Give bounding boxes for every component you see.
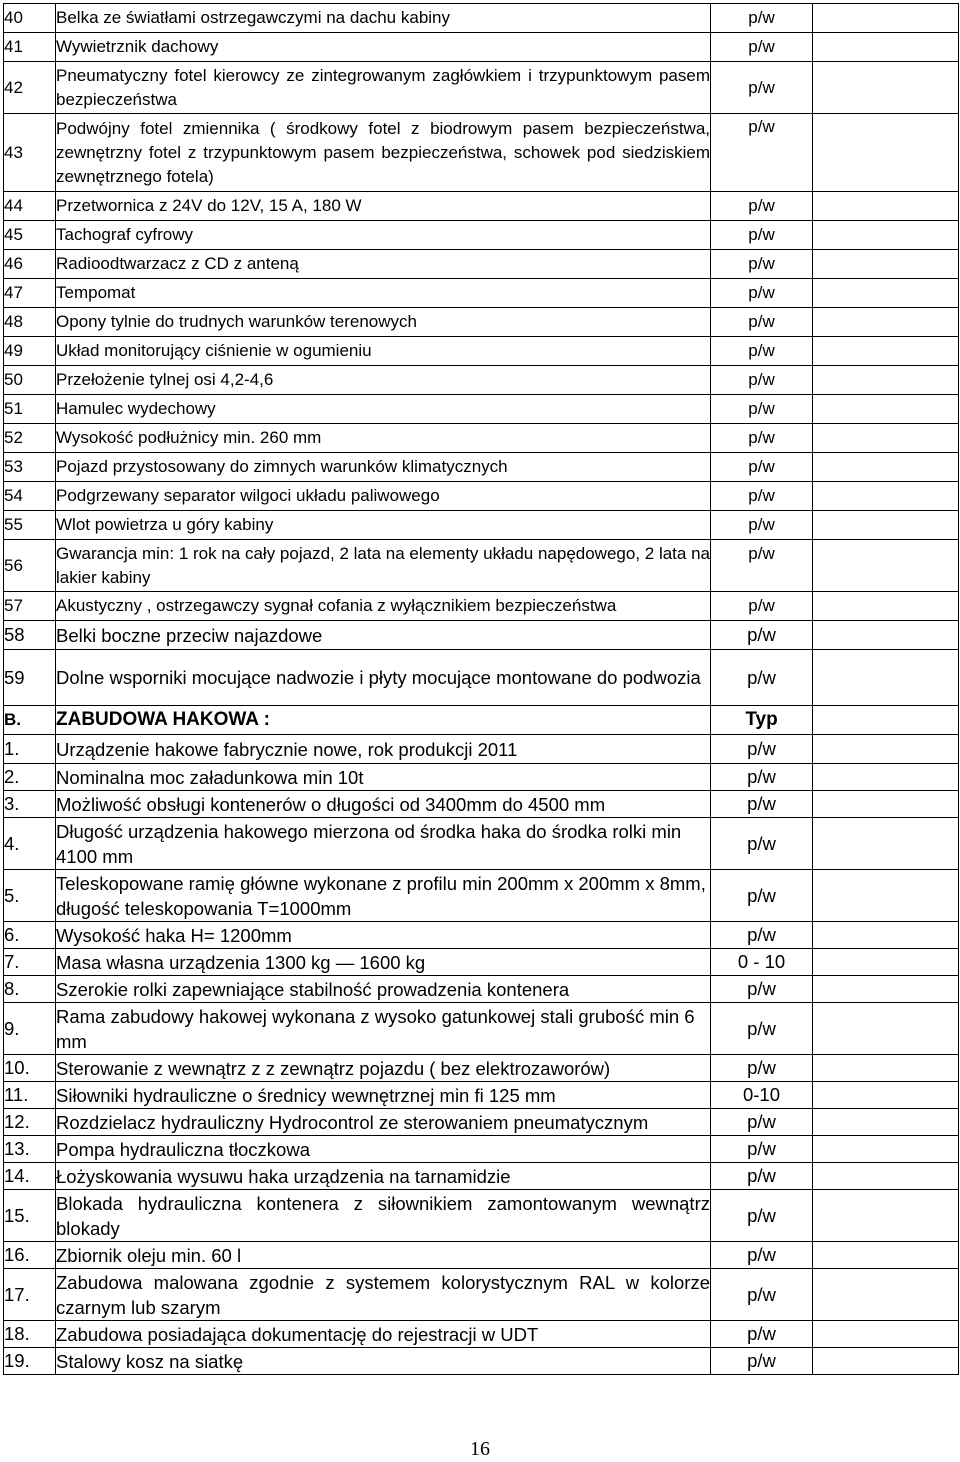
row-description: Przetwornica z 24V do 12V, 15 A, 180 W xyxy=(56,192,711,221)
row-description: Stalowy kosz na siatkę xyxy=(56,1348,711,1375)
section-number: B. xyxy=(4,706,56,735)
table-row xyxy=(4,735,959,764)
empty-cell xyxy=(813,1190,959,1242)
row-description: Blokada hydrauliczna kontenera z siłownikiem zamontowanym wewnątrz blokady xyxy=(56,1190,711,1242)
row-value: p/w xyxy=(711,764,813,791)
row-description: Hamulec wydechowy xyxy=(56,395,711,424)
row-value: p/w xyxy=(711,308,813,337)
empty-cell xyxy=(813,33,959,62)
row-value: p/w xyxy=(711,1163,813,1190)
table-row xyxy=(4,540,959,592)
empty-cell xyxy=(813,1269,959,1321)
row-value: p/w xyxy=(711,1321,813,1348)
row-value: p/w xyxy=(711,1242,813,1269)
row-description: Teleskopowane ramię główne wykonane z profilu min 200mm x 200mm x 8mm, długość teleskopowania T=1000mm xyxy=(56,870,711,922)
empty-cell xyxy=(813,949,959,976)
row-description: Możliwość obsługi kontenerów o długości od 3400mm do 4500 mm xyxy=(56,791,711,818)
row-number: 15. xyxy=(4,1190,56,1242)
table-row xyxy=(4,650,959,706)
empty-cell xyxy=(813,395,959,424)
section-header-row xyxy=(4,706,959,735)
row-value: p/w xyxy=(711,976,813,1003)
row-value: p/w xyxy=(711,395,813,424)
row-description: Tempomat xyxy=(56,279,711,308)
row-description: Dolne wsporniki mocujące nadwozie i płyty mocujące montowane do podwozia xyxy=(56,650,711,706)
table-row xyxy=(4,62,959,114)
table-row xyxy=(4,818,959,870)
row-value: p/w xyxy=(711,1003,813,1055)
row-number: 48 xyxy=(4,308,56,337)
row-description: Wysokość podłużnicy min. 260 mm xyxy=(56,424,711,453)
row-description: Podwójny fotel zmiennika ( środkowy fotel z biodrowym pasem bezpieczeństwa, zewnętrzny fotel z trzypunktowym pasem bezpieczeństwa, schowek pod siedziskiem zewnętrznego fotela) xyxy=(56,114,711,192)
empty-cell xyxy=(813,1136,959,1163)
page-number: 16 xyxy=(470,1438,490,1460)
row-number: 45 xyxy=(4,221,56,250)
table-row xyxy=(4,621,959,650)
empty-cell xyxy=(813,650,959,706)
table-row xyxy=(4,949,959,976)
table-row xyxy=(4,221,959,250)
empty-cell xyxy=(813,279,959,308)
table-row xyxy=(4,114,959,192)
row-number: 41 xyxy=(4,33,56,62)
empty-cell xyxy=(813,62,959,114)
row-value: p/w xyxy=(711,279,813,308)
row-value: p/w xyxy=(711,192,813,221)
empty-cell xyxy=(813,764,959,791)
table-row xyxy=(4,870,959,922)
row-description: Zabudowa malowana zgodnie z systemem kolorystycznym RAL w kolorze czarnym lub szarym xyxy=(56,1269,711,1321)
table-row xyxy=(4,482,959,511)
row-description: Podgrzewany separator wilgoci układu paliwowego xyxy=(56,482,711,511)
row-value: p/w xyxy=(711,791,813,818)
row-number: 16. xyxy=(4,1242,56,1269)
table-row xyxy=(4,976,959,1003)
row-description: Masa własna urządzenia 1300 kg — 1600 kg xyxy=(56,949,711,976)
row-value: p/w xyxy=(711,453,813,482)
empty-cell xyxy=(813,453,959,482)
empty-cell xyxy=(813,221,959,250)
row-number: 44 xyxy=(4,192,56,221)
table-row xyxy=(4,1136,959,1163)
row-description: Radioodtwarzacz z CD z anteną xyxy=(56,250,711,279)
table-row xyxy=(4,592,959,621)
row-value: p/w xyxy=(711,735,813,764)
row-number: 57 xyxy=(4,592,56,621)
empty-cell xyxy=(813,366,959,395)
empty-cell xyxy=(813,337,959,366)
row-number: 11. xyxy=(4,1082,56,1109)
row-value: p/w xyxy=(711,114,813,192)
table-row xyxy=(4,308,959,337)
row-description: Siłowniki hydrauliczne o średnicy wewnętrznej min fi 125 mm xyxy=(56,1082,711,1109)
row-number: 56 xyxy=(4,540,56,592)
table-row xyxy=(4,1190,959,1242)
row-value: p/w xyxy=(711,424,813,453)
row-description: Pompa hydrauliczna tłoczkowa xyxy=(56,1136,711,1163)
row-description: Pneumatyczny fotel kierowcy ze zintegrowanym zagłówkiem i trzypunktowym pasem bezpieczeństwa xyxy=(56,62,711,114)
empty-cell xyxy=(813,511,959,540)
row-description: Belki boczne przeciw najazdowe xyxy=(56,621,711,650)
table-row xyxy=(4,395,959,424)
row-number: 46 xyxy=(4,250,56,279)
table-row xyxy=(4,1109,959,1136)
row-number: 12. xyxy=(4,1109,56,1136)
empty-cell xyxy=(813,1055,959,1082)
table-row xyxy=(4,922,959,949)
row-value: p/w xyxy=(711,366,813,395)
row-description: Nominalna moc załadunkowa min 10t xyxy=(56,764,711,791)
row-value: 0-10 xyxy=(711,1082,813,1109)
row-value: p/w xyxy=(711,621,813,650)
row-description: Urządzenie hakowe fabrycznie nowe, rok produkcji 2011 xyxy=(56,735,711,764)
row-description: Przełożenie tylnej osi 4,2-4,6 xyxy=(56,366,711,395)
empty-cell xyxy=(813,1003,959,1055)
row-description: Opony tylnie do trudnych warunków terenowych xyxy=(56,308,711,337)
row-number: 7. xyxy=(4,949,56,976)
row-description: Pojazd przystosowany do zimnych warunków klimatycznych xyxy=(56,453,711,482)
row-value: p/w xyxy=(711,818,813,870)
row-number: 54 xyxy=(4,482,56,511)
empty-cell xyxy=(813,592,959,621)
row-number: 4. xyxy=(4,818,56,870)
section-value-header: Typ xyxy=(711,706,813,735)
table-row xyxy=(4,4,959,33)
row-number: 51 xyxy=(4,395,56,424)
row-description: Tachograf cyfrowy xyxy=(56,221,711,250)
row-value: p/w xyxy=(711,62,813,114)
empty-cell xyxy=(813,192,959,221)
row-value: p/w xyxy=(711,337,813,366)
table-row xyxy=(4,511,959,540)
row-value: p/w xyxy=(711,870,813,922)
row-description: Wlot powietrza u góry kabiny xyxy=(56,511,711,540)
empty-cell xyxy=(813,735,959,764)
table-row xyxy=(4,764,959,791)
row-number: 3. xyxy=(4,791,56,818)
row-number: 1. xyxy=(4,735,56,764)
row-value: p/w xyxy=(711,33,813,62)
empty-cell xyxy=(813,1163,959,1190)
table-row xyxy=(4,1242,959,1269)
row-value: p/w xyxy=(711,482,813,511)
table-row xyxy=(4,192,959,221)
row-value: p/w xyxy=(711,1136,813,1163)
empty-cell xyxy=(813,114,959,192)
row-value: p/w xyxy=(711,1348,813,1375)
row-number: 59 xyxy=(4,650,56,706)
row-value: p/w xyxy=(711,4,813,33)
row-number: 52 xyxy=(4,424,56,453)
table-row xyxy=(4,337,959,366)
row-description: Łożyskowania wysuwu haka urządzenia na tarnamidzie xyxy=(56,1163,711,1190)
row-description: Rozdzielacz hydrauliczny Hydrocontrol ze sterowaniem pneumatycznym xyxy=(56,1109,711,1136)
table-row xyxy=(4,1348,959,1375)
table-row xyxy=(4,279,959,308)
row-number: 50 xyxy=(4,366,56,395)
row-number: 2. xyxy=(4,764,56,791)
empty-cell xyxy=(813,706,959,735)
section-title: ZABUDOWA HAKOWA : xyxy=(56,706,711,735)
row-number: 55 xyxy=(4,511,56,540)
row-number: 13. xyxy=(4,1136,56,1163)
row-number: 18. xyxy=(4,1321,56,1348)
table-row xyxy=(4,1163,959,1190)
row-value: p/w xyxy=(711,592,813,621)
row-number: 19. xyxy=(4,1348,56,1375)
empty-cell xyxy=(813,1082,959,1109)
empty-cell xyxy=(813,1242,959,1269)
row-value: p/w xyxy=(711,511,813,540)
row-value: p/w xyxy=(711,922,813,949)
empty-cell xyxy=(813,818,959,870)
row-number: 8. xyxy=(4,976,56,1003)
row-value: p/w xyxy=(711,1190,813,1242)
specification-table xyxy=(3,3,959,1375)
row-number: 47 xyxy=(4,279,56,308)
table-row xyxy=(4,453,959,482)
table-row xyxy=(4,1269,959,1321)
row-value: p/w xyxy=(711,1269,813,1321)
table-row xyxy=(4,1003,959,1055)
row-number: 10. xyxy=(4,1055,56,1082)
row-description: Szerokie rolki zapewniające stabilność prowadzenia kontenera xyxy=(56,976,711,1003)
table-row xyxy=(4,1082,959,1109)
empty-cell xyxy=(813,424,959,453)
table-row xyxy=(4,1321,959,1348)
row-number: 5. xyxy=(4,870,56,922)
row-value: p/w xyxy=(711,1109,813,1136)
row-number: 40 xyxy=(4,4,56,33)
table-row xyxy=(4,791,959,818)
empty-cell xyxy=(813,540,959,592)
empty-cell xyxy=(813,976,959,1003)
table-row xyxy=(4,250,959,279)
empty-cell xyxy=(813,791,959,818)
empty-cell xyxy=(813,482,959,511)
row-value: p/w xyxy=(711,650,813,706)
row-description: Wywietrznik dachowy xyxy=(56,33,711,62)
row-number: 53 xyxy=(4,453,56,482)
row-description: Zabudowa posiadająca dokumentację do rejestracji w UDT xyxy=(56,1321,711,1348)
row-value: p/w xyxy=(711,250,813,279)
row-description: Sterowanie z wewnątrz z z zewnątrz pojazdu ( bez elektrozaworów) xyxy=(56,1055,711,1082)
row-number: 14. xyxy=(4,1163,56,1190)
row-description: Belka ze światłami ostrzegawczymi na dachu kabiny xyxy=(56,4,711,33)
empty-cell xyxy=(813,621,959,650)
row-value: p/w xyxy=(711,540,813,592)
row-description: Układ monitorujący ciśnienie w ogumieniu xyxy=(56,337,711,366)
row-description: Rama zabudowy hakowej wykonana z wysoko gatunkowej stali grubość min 6 mm xyxy=(56,1003,711,1055)
row-value: p/w xyxy=(711,1055,813,1082)
empty-cell xyxy=(813,1321,959,1348)
table-row xyxy=(4,424,959,453)
empty-cell xyxy=(813,1109,959,1136)
row-description: Akustyczny , ostrzegawczy sygnał cofania z wyłącznikiem bezpieczeństwa xyxy=(56,592,711,621)
empty-cell xyxy=(813,4,959,33)
empty-cell xyxy=(813,870,959,922)
row-description: Zbiornik oleju min. 60 l xyxy=(56,1242,711,1269)
empty-cell xyxy=(813,1348,959,1375)
row-number: 43 xyxy=(4,114,56,192)
table-row xyxy=(4,33,959,62)
empty-cell xyxy=(813,922,959,949)
table-row xyxy=(4,366,959,395)
row-number: 49 xyxy=(4,337,56,366)
empty-cell xyxy=(813,250,959,279)
row-number: 42 xyxy=(4,62,56,114)
row-description: Długość urządzenia hakowego mierzona od środka haka do środka rolki min 4100 mm xyxy=(56,818,711,870)
row-value: p/w xyxy=(711,221,813,250)
empty-cell xyxy=(813,308,959,337)
table-row xyxy=(4,1055,959,1082)
row-number: 58 xyxy=(4,621,56,650)
row-description: Wysokość haka H= 1200mm xyxy=(56,922,711,949)
row-number: 9. xyxy=(4,1003,56,1055)
row-description: Gwarancja min: 1 rok na cały pojazd, 2 lata na elementy układu napędowego, 2 lata na lakier kabiny xyxy=(56,540,711,592)
row-number: 6. xyxy=(4,922,56,949)
row-number: 17. xyxy=(4,1269,56,1321)
row-value: 0 - 10 xyxy=(711,949,813,976)
